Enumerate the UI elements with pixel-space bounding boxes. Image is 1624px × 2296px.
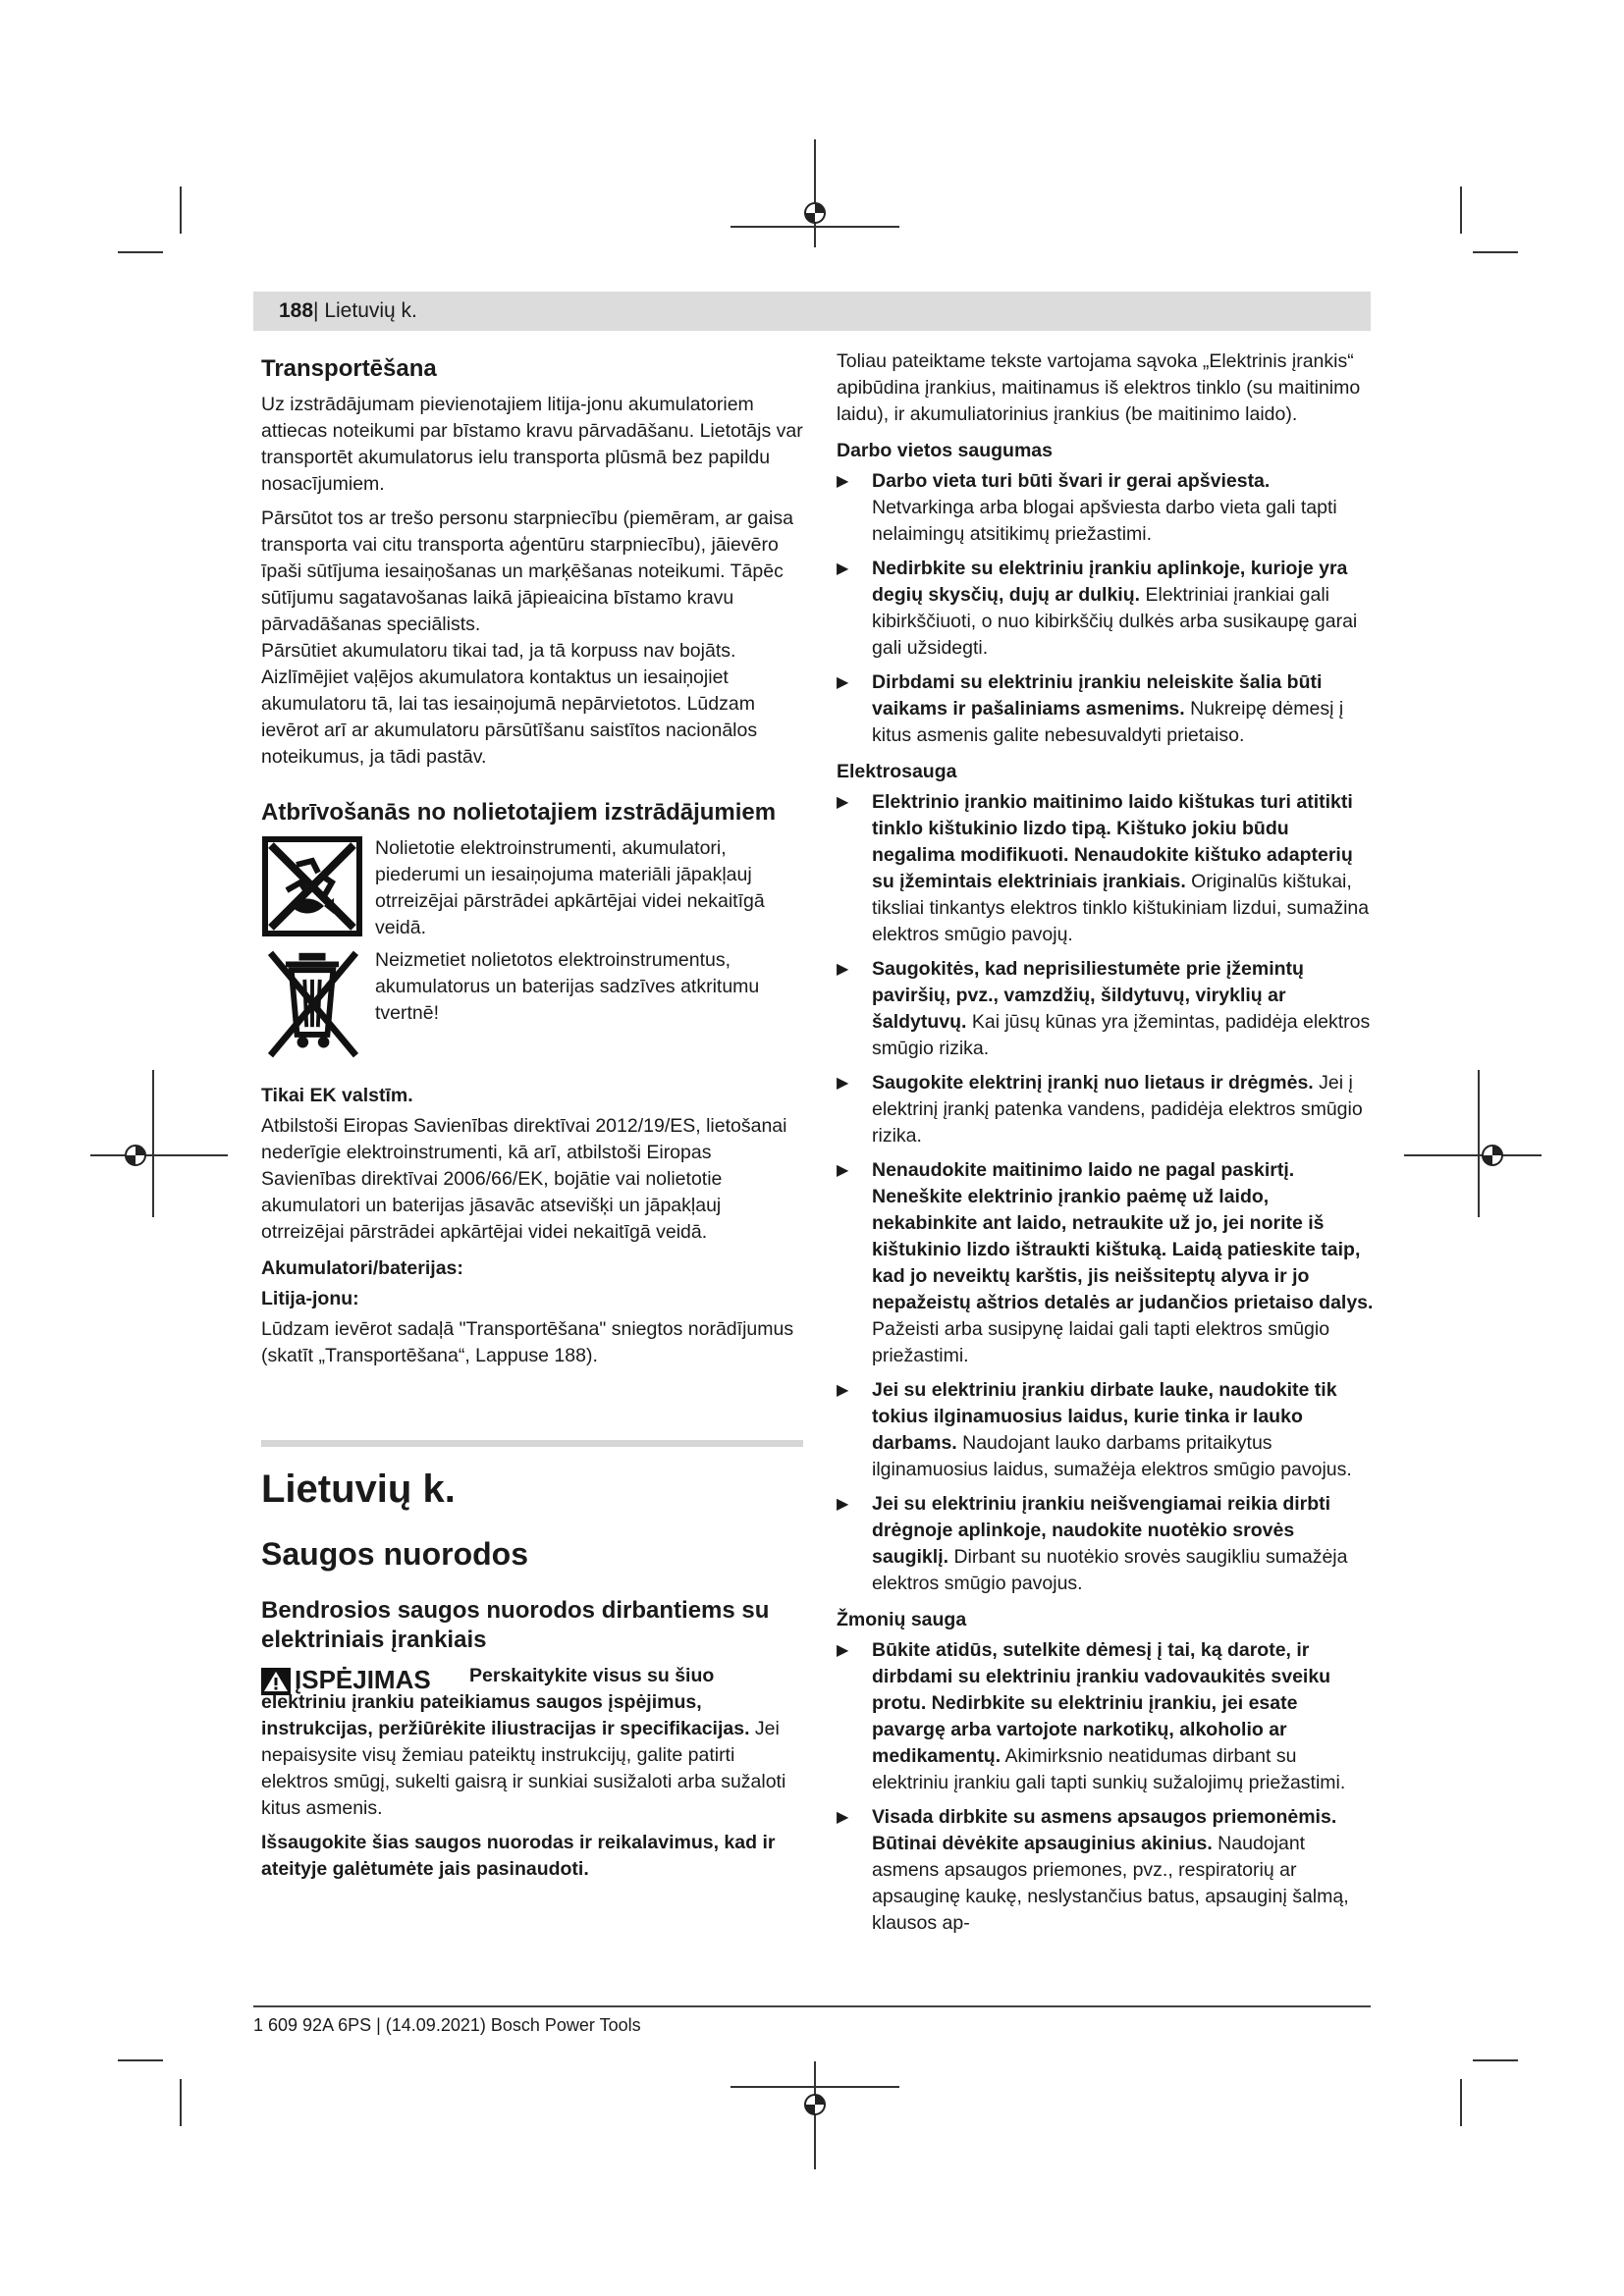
bullet-arrow-icon: ▶ [837,561,849,577]
registration-target-icon [122,1142,149,1169]
personal-safety-heading: Žmonių sauga [837,1609,967,1630]
disposal-heading: Atbrīvošanās no nolietotajiem izstrādājumiem [261,799,777,826]
keep-instructions [261,1830,803,1883]
bullet-text: Netvarkinga arba blogai apšviesta darbo vieta gali tapti nelaimingų atsitikimų priežastimi. [872,497,1337,545]
bullet-arrow-icon: ▶ [837,674,849,691]
crop-mark [180,187,182,234]
bullet-arrow-icon: ▶ [837,1642,849,1659]
crop-mark [1473,251,1518,253]
disposal-item [261,947,803,1061]
bullet-text: Akimirksnio neatidumas dirbant su elektriniu įrankiu gali tapti sunkių sužalojimų priežastimi. [872,1745,1346,1793]
bullet-arrow-icon: ▶ [837,473,849,490]
transport-heading: Transportēšana [261,355,437,382]
liion-heading: Litija-jonu: [261,1288,359,1309]
page-footer: 1 609 92A 6PS | (14.09.2021) Bosch Power Tools [253,2015,641,2035]
safety-title: Saugos nuorodos [261,1536,528,1572]
electrical-safety-list [837,789,1375,1597]
header-section: | Lietuvių k. [313,299,417,322]
general-safety-heading: Bendrosios saugos nuorodos dirbantiems su elektriniais įrankiais [261,1597,770,1653]
bullet-text: Jei į elektrinį įrankį patenka vandens, padidėja elektros smūgio rizika. [872,1072,1363,1147]
eu-paragraph: Atbilstoši Eiropas Savienības direktīvai 2012/19/ES, lietošanai nederīgie elektroinstrumenti, kā arī, atbilstoši Eiropas Savienības direktīvai 2006/66/EK, bojātie vai nolietotie akumulatori un baterijas jāsavāc atsevišķi un jāpakļauj otrreizējai pārstrādei apkārtējai videi nekaitīgā veidā. [261,1115,787,1243]
bullet-bold-text: Jei su elektriniu įrankiu dirbate lauke, naudokite tik tokius ilginamuosius laidus, kurie tinka ir lauko darbams. [872,1379,1337,1454]
page-number: 188 [279,299,314,322]
bullet-text: Pažeisti arba susipynę laidai gali tapti elektros smūgio priežastimi. [872,1318,1330,1366]
safety-bullet [837,1070,1375,1149]
crop-mark [180,2079,182,2126]
work-safety-heading: Darbo vietos saugumas [837,440,1053,461]
safety-bullet [837,1491,1375,1597]
bullet-bold-text: Nedirbkite su elektriniu įrankiu aplinkoje, kurioje yra degių skysčių, dujų ar dulkių. [872,558,1348,606]
bullet-bold-text: Nenaudokite maitinimo laido ne pagal paskirtį. Neneškite elektrinio įrankio paėmę už laido, nekabinkite ant laido, netraukite už jo, jei norite iš kištukinio lizdo ištraukti kištuką. Laidą patieskite taip, kad jo neveiktų karštis, jis neišsiteptų alyva ir jo nepažeistų aštrios detalės ar judančios prietaiso dalys. [872,1159,1374,1313]
bullet-arrow-icon: ▶ [837,1075,849,1092]
bullet-text: Elektriniai įrankiai gali kibirkščiuoti, o nuo kibirkščių dulkės arba susikaupę garai gali užsidegti. [872,584,1358,659]
bullet-text: Naudojant lauko darbams pritaikytus ilginamuosius laidus, sumažėja elektros smūgio pavojus. [872,1432,1352,1480]
warning-bold-text: Perskaitykite visus su šiuo elektriniu įrankiu pateikiamus saugos įspėjimus, instrukcijas, peržiūrėkite iliustracijas ir specifikacijas. [261,1665,750,1739]
crop-mark [1460,2079,1462,2126]
electrical-safety-heading: Elektrosauga [837,761,957,782]
crop-mark [118,251,163,253]
work-safety-list [837,468,1375,749]
bullet-arrow-icon: ▶ [837,961,849,978]
warning-paragraph [261,1663,803,1822]
safety-bullet [837,556,1375,662]
bullet-bold-text: Darbo vieta turi būti švari ir gerai apšviesta. [872,470,1271,492]
safety-bullet [837,789,1375,948]
bullet-bold-text: Būkite atidūs, sutelkite dėmesį į tai, ką darote, ir dirbdami su elektriniu įrankiu vadovaukitės sveiku protu. Nedirbkite su elektriniu įrankiu, jei esate pavargę arba vartojote narkotikų, alkoholio ar medikamentų. [872,1639,1331,1767]
language-title: Lietuvių k. [261,1468,456,1511]
safety-bullet [837,1804,1375,1937]
bullet-bold-text: Elektrinio įrankio maitinimo laido kištukas turi atitikti tinklo kištukinio lizdo tipą. Kištuko jokiu būdu negalima modifikuoti. Nenaudokite kištuko adapterių su įžemintais elektriniais įrankiais. [872,791,1353,892]
bullet-bold-text: Dirbdami su elektriniu įrankiu neleiskite šalia būti vaikams ir pašaliniams asmenims. [872,671,1323,720]
bullet-arrow-icon: ▶ [837,1809,849,1826]
liion-paragraph: Lūdzam ievērot sadaļā "Transportēšana" sniegtos norādījumus (skatīt „Transportēšana“, Lappuse 188). [261,1318,794,1366]
transport-paragraph: Uz izstrādājumam pievienotajiem litija-jonu akumulatoriem attiecas noteikumi par bīstamo kravu pārvadāšanu. Lietotājs var transportēt akumulatorus ielu transporta plūsmā bez papildu nosacījumiem. [261,394,803,495]
bullet-text: Originalūs kištukai, tiksliai tinkantys elektros tinklo kištukiniam lizdui, sumažina elektros smūgio pavojų. [872,871,1370,945]
personal-safety-list [837,1637,1375,1937]
crop-mark [1473,2059,1518,2061]
safety-bullet [837,468,1375,548]
right-column [837,348,1375,1945]
warning-normal-text: Jei nepaisysite visų žemiau pateiktų instrukcijų, galite patirti elektros smūgį, sukelti gaisrą ir sunkiai susižaloti arba sužaloti kitus asmenis. [261,1718,786,1819]
warning-label-text: ĮSPĖJIMAS [295,1665,431,1694]
bullet-arrow-icon: ▶ [837,794,849,811]
bullet-arrow-icon: ▶ [837,1382,849,1399]
intro-paragraph: Toliau pateiktame tekste vartojama sąvoka „Elektrinis įrankis“ apibūdina įrankius, maitinamus iš elektros tinklo (su maitinimo laidu), ir akumuliatorinius įrankius (be maitinimo laido). [837,350,1361,425]
safety-bullet [837,1377,1375,1483]
footer-divider [253,2005,1371,2007]
bullet-bold-text: Saugokite elektrinį įrankį nuo lietaus ir drėgmės. [872,1072,1314,1094]
bullet-bold-text: Visada dirbkite su asmens apsaugos priemonėmis. Būtinai dėvėkite apsauginius akinius. [872,1806,1337,1854]
registration-line [90,1154,228,1156]
bullet-text: Nukreipę dėmesį į kitus asmenis galite nebesuvaldyti prietaiso. [872,698,1344,746]
registration-line [731,2086,899,2088]
registration-target-icon [801,199,829,227]
no-trash-recycle-icon [261,835,363,937]
crop-mark [118,2059,163,2061]
registration-target-icon [1479,1142,1506,1169]
eu-heading: Tikai EK valstīm. [261,1085,413,1106]
registration-line [152,1070,154,1217]
registration-target-icon [801,2091,829,2118]
safety-bullet [837,1637,1375,1796]
battery-heading: Akumulatori/baterijas: [261,1257,463,1279]
safety-bullet [837,1157,1375,1369]
bullet-text: Naudojant asmens apsaugos priemones, pvz., respiratorių ar apsauginę kaukę, neslystančius batus, apsauginį šalmą, klausos ap- [872,1833,1349,1934]
bullet-bold-text: Saugokitės, kad neprisiliestumėte prie įžemintų paviršių, pvz., vamzdžių, šildytuvų, viryklių ar šaldytuvų. [872,958,1304,1033]
bullet-bold-text: Jei su elektriniu įrankiu neišvengiamai reikia dirbti drėgnoje aplinkoje, naudokite nuotėkio srovės saugiklį. [872,1493,1331,1568]
disposal-text: Neizmetiet nolietotos elektroinstrumentus, akumulatorus un baterijas sadzīves atkritumu tvertnē! [375,949,760,1024]
transport-paragraph: Pārsūtiet akumulatoru tikai tad, ja tā korpuss nav bojāts. Aizlīmējiet vaļējos akumulatora kontaktus un iesaiņojiet akumulatoru tā, lai tas iesaiņojumā nepārvietotos. Lūdzam ievērot arī ar akumulatoru pārsūtīšanu saistītos nacionālos noteikumus, ja tādi pastāv. [261,640,758,768]
bullet-arrow-icon: ▶ [837,1162,849,1179]
left-column [261,348,803,1891]
transport-paragraph: Pārsūtot tos ar trešo personu starpniecību (piemēram, ar gaisa transporta vai citu transporta aģentūru starpniecību), jāievēro īpaši sūtījuma iesaiņošanas un marķēšanas noteikumi. Tāpēc sūtījumu sagatavošanas laikā jāpieaicina bīstamo kravu pārvadāšanas speciālists. [261,507,793,635]
section-divider [261,1440,803,1447]
registration-line [814,139,816,247]
bullet-text: Kai jūsų kūnas yra įžemintas, padidėja elektros smūgio rizika. [872,1011,1371,1059]
page-header-text [279,299,417,323]
registration-line [1404,1154,1542,1156]
page-header [253,292,1371,331]
bullet-text: Dirbant su nuotėkio srovės saugikliu sumažėja elektros smūgio pavojus. [872,1546,1348,1594]
safety-bullet [837,956,1375,1062]
disposal-text: Nolietotie elektroinstrumenti, akumulatori, piederumi un iesaiņojuma materiāli jāpakļauj otrreizējai pārstrādei apkārtējai videi nekaitīgā veidā. [375,837,765,938]
keep-instructions-text: Išsaugokite šias saugos nuorodas ir reikalavimus, kad ir ateityje galėtumėte jais pasinaudoti. [261,1832,776,1880]
disposal-item [261,835,803,941]
crossed-bin-icon [261,947,363,1061]
bullet-arrow-icon: ▶ [837,1496,849,1513]
crop-mark [1460,187,1462,234]
safety-bullet [837,669,1375,749]
